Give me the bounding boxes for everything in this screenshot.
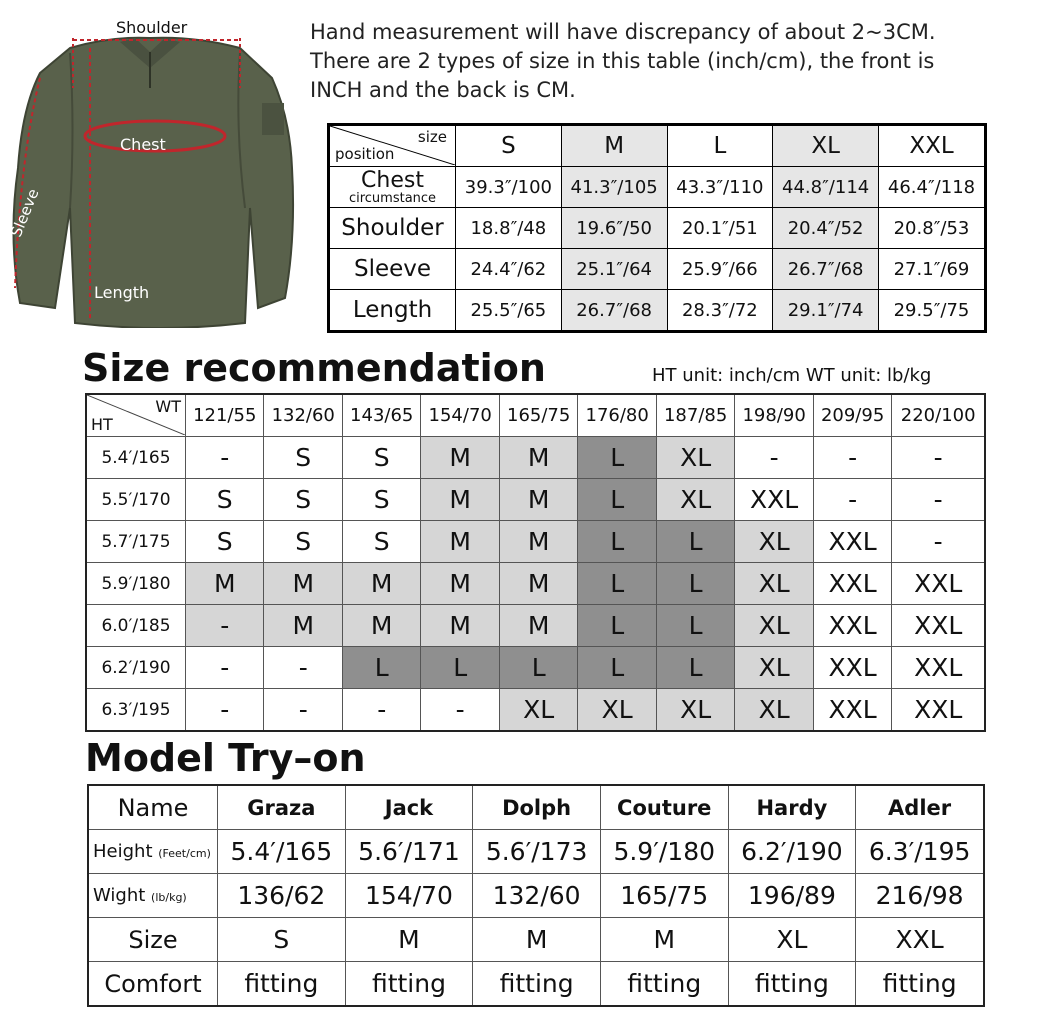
weight-header: 154/70 xyxy=(421,394,499,437)
recommended-size-cell: M xyxy=(499,437,577,479)
model-comfort: fitting xyxy=(345,962,473,1007)
measurement-row-chest xyxy=(329,167,986,208)
model-tryon-table xyxy=(87,784,985,1007)
recommended-size-cell: M xyxy=(499,605,577,647)
model-size: S xyxy=(218,918,346,962)
recommended-size-cell: - xyxy=(264,647,342,689)
weight-header: 121/55 xyxy=(186,394,264,437)
height-label: 6.0′/185 xyxy=(86,605,186,647)
recommended-size-cell: - xyxy=(186,605,264,647)
weight-unit: (lb/kg) xyxy=(151,891,187,904)
measurement-cell: 27.1″/69 xyxy=(879,249,986,290)
measurement-cell: 26.7″/68 xyxy=(561,290,667,332)
recommended-size-cell: S xyxy=(186,521,264,563)
model-size: M xyxy=(600,918,728,962)
row-label-sleeve: Sleeve xyxy=(329,249,456,290)
weight-label-text: Wight xyxy=(93,885,146,906)
recommended-size-cell: XL xyxy=(735,647,813,689)
size-header-xxl: XXL xyxy=(879,125,986,167)
model-size: XL xyxy=(728,918,856,962)
recommendation-corner-cell xyxy=(86,394,186,437)
measurement-cell: 20.4″/52 xyxy=(773,208,879,249)
recommended-size-cell: M xyxy=(499,479,577,521)
measurement-cell: 44.8″/114 xyxy=(773,167,879,208)
weight-header: 209/95 xyxy=(813,394,891,437)
model-comfort: fitting xyxy=(856,962,984,1007)
measurement-cell: 46.4″/118 xyxy=(879,167,986,208)
shoulder-label: Shoulder xyxy=(116,18,188,37)
model-weight: 196/89 xyxy=(728,874,856,918)
weight-header: 143/65 xyxy=(342,394,420,437)
row-label-length: Length xyxy=(329,290,456,332)
model-weight: 136/62 xyxy=(218,874,346,918)
model-height: 5.6′/171 xyxy=(345,830,473,874)
recommended-size-cell: M xyxy=(421,437,499,479)
recommended-size-cell: M xyxy=(264,605,342,647)
recommendation-row xyxy=(86,605,985,647)
recommended-size-cell: L xyxy=(421,647,499,689)
recommended-size-cell: M xyxy=(499,563,577,605)
sleeve-label: Sleeve xyxy=(7,186,43,240)
recommended-size-cell: XXL xyxy=(892,647,985,689)
model-size: M xyxy=(473,918,601,962)
model-tryon-title: Model Try–on xyxy=(85,736,366,780)
model-height: 5.9′/180 xyxy=(600,830,728,874)
height-label: 6.2′/190 xyxy=(86,647,186,689)
recommended-size-cell: XXL xyxy=(892,605,985,647)
recommended-size-cell: L xyxy=(578,563,656,605)
corner-position-label: position xyxy=(335,145,395,163)
height-label-text: Height xyxy=(93,841,153,862)
measurement-row-shoulder xyxy=(329,208,986,249)
unit-note: HT unit: inch/cm WT unit: lb/kg xyxy=(652,365,932,386)
size-header-m: M xyxy=(561,125,667,167)
recommended-size-cell: - xyxy=(186,647,264,689)
recommended-size-cell: XXL xyxy=(813,521,891,563)
shirt-body xyxy=(13,38,293,328)
size-recommendation-table xyxy=(85,393,986,732)
note-line-2: There are 2 types of size in this table (inch/cm), the front is xyxy=(310,49,935,73)
recommended-size-cell: L xyxy=(578,437,656,479)
measurement-cell: 20.1″/51 xyxy=(667,208,773,249)
corner-size-label: size xyxy=(417,128,447,146)
recommended-size-cell: L xyxy=(578,521,656,563)
model-row-comfort xyxy=(88,962,984,1007)
model-row-height xyxy=(88,830,984,874)
size-header-s: S xyxy=(456,125,562,167)
height-label: 5.7′/175 xyxy=(86,521,186,563)
height-row-label xyxy=(88,830,218,874)
model-size: XXL xyxy=(856,918,984,962)
measurement-cell: 29.1″/74 xyxy=(773,290,879,332)
measurement-header-row xyxy=(329,125,986,167)
recommended-size-cell: L xyxy=(656,647,734,689)
chest-label-main: Chest xyxy=(361,167,424,193)
recommended-size-cell: M xyxy=(421,563,499,605)
measurement-cell: 24.4″/62 xyxy=(456,249,562,290)
measurement-cell: 39.3″/100 xyxy=(456,167,562,208)
model-comfort: fitting xyxy=(473,962,601,1007)
recommended-size-cell: S xyxy=(186,479,264,521)
recommendation-row xyxy=(86,479,985,521)
recommended-size-cell: M xyxy=(421,479,499,521)
recommended-size-cell: XL xyxy=(735,605,813,647)
name-row-label: Name xyxy=(88,785,218,830)
recommended-size-cell: S xyxy=(264,521,342,563)
measurement-cell: 28.3″/72 xyxy=(667,290,773,332)
row-label-shoulder: Shoulder xyxy=(329,208,456,249)
recommendation-row xyxy=(86,437,985,479)
recommended-size-cell: M xyxy=(264,563,342,605)
recommended-size-cell: XXL xyxy=(892,563,985,605)
model-weight: 132/60 xyxy=(473,874,601,918)
recommended-size-cell: - xyxy=(342,689,420,732)
recommended-size-cell: XXL xyxy=(813,689,891,732)
measurement-cell: 25.9″/66 xyxy=(667,249,773,290)
recommended-size-cell: - xyxy=(892,479,985,521)
model-weight: 216/98 xyxy=(856,874,984,918)
measurement-cell: 19.6″/50 xyxy=(561,208,667,249)
model-name: Dolph xyxy=(473,785,601,830)
weight-header: 187/85 xyxy=(656,394,734,437)
size-row-label: Size xyxy=(88,918,218,962)
model-name: Jack xyxy=(345,785,473,830)
measurement-cell: 43.3″/110 xyxy=(667,167,773,208)
weight-header: 220/100 xyxy=(892,394,985,437)
weight-header: 165/75 xyxy=(499,394,577,437)
recommended-size-cell: - xyxy=(421,689,499,732)
recommended-size-cell: M xyxy=(186,563,264,605)
recommended-size-cell: XXL xyxy=(813,563,891,605)
model-row-weight xyxy=(88,874,984,918)
recommended-size-cell: L xyxy=(578,605,656,647)
recommended-size-cell: XL xyxy=(735,521,813,563)
model-comfort: fitting xyxy=(728,962,856,1007)
model-row-name xyxy=(88,785,984,830)
note-line-1: Hand measurement will have discrepancy of about 2~3CM. xyxy=(310,20,936,44)
recommended-size-cell: - xyxy=(735,437,813,479)
size-header-l: L xyxy=(667,125,773,167)
height-label: 5.5′/170 xyxy=(86,479,186,521)
recommended-size-cell: XXL xyxy=(813,605,891,647)
recommended-size-cell: - xyxy=(813,437,891,479)
recommended-size-cell: L xyxy=(578,647,656,689)
recommended-size-cell: XL xyxy=(656,437,734,479)
measurement-cell: 25.5″/65 xyxy=(456,290,562,332)
model-name: Adler xyxy=(856,785,984,830)
recommended-size-cell: XXL xyxy=(735,479,813,521)
recommended-size-cell: XL xyxy=(735,563,813,605)
model-name: Couture xyxy=(600,785,728,830)
recommendation-row xyxy=(86,521,985,563)
note-line-3: INCH and the back is CM. xyxy=(310,78,576,102)
measurement-note xyxy=(310,18,1030,105)
model-height: 6.2′/190 xyxy=(728,830,856,874)
recommended-size-cell: M xyxy=(499,521,577,563)
recommended-size-cell: - xyxy=(892,437,985,479)
recommendation-header-row xyxy=(86,394,985,437)
measurement-corner-cell xyxy=(329,125,456,167)
recommended-size-cell: - xyxy=(186,689,264,732)
recommended-size-cell: L xyxy=(656,605,734,647)
measurement-cell: 20.8″/53 xyxy=(879,208,986,249)
recommended-size-cell: XL xyxy=(656,479,734,521)
model-comfort: fitting xyxy=(600,962,728,1007)
length-label: Length xyxy=(94,283,150,302)
recommended-size-cell: L xyxy=(656,563,734,605)
measurement-row-length xyxy=(329,290,986,332)
recommended-size-cell: L xyxy=(499,647,577,689)
recommended-size-cell: XL xyxy=(499,689,577,732)
recommended-size-cell: M xyxy=(421,605,499,647)
model-name: Graza xyxy=(218,785,346,830)
recommended-size-cell: - xyxy=(186,437,264,479)
model-row-size xyxy=(88,918,984,962)
recommended-size-cell: - xyxy=(264,689,342,732)
recommended-size-cell: XL xyxy=(656,689,734,732)
measurement-cell: 18.8″/48 xyxy=(456,208,562,249)
recommended-size-cell: S xyxy=(264,437,342,479)
size-header-xl: XL xyxy=(773,125,879,167)
recommended-size-cell: M xyxy=(342,563,420,605)
measurement-cell: 25.1″/64 xyxy=(561,249,667,290)
model-height: 5.4′/165 xyxy=(218,830,346,874)
measurement-cell: 26.7″/68 xyxy=(773,249,879,290)
model-comfort: fitting xyxy=(218,962,346,1007)
weight-row-label xyxy=(88,874,218,918)
weight-header: 198/90 xyxy=(735,394,813,437)
model-weight: 154/70 xyxy=(345,874,473,918)
corner-wt-label: WT xyxy=(155,397,181,416)
recommended-size-cell: - xyxy=(892,521,985,563)
measurement-cell: 41.3″/105 xyxy=(561,167,667,208)
recommended-size-cell: L xyxy=(656,521,734,563)
recommended-size-cell: - xyxy=(813,479,891,521)
height-unit: (Feet/cm) xyxy=(158,847,211,860)
chest-label-sub: circumstance xyxy=(348,190,437,206)
recommended-size-cell: XL xyxy=(578,689,656,732)
comfort-row-label: Comfort xyxy=(88,962,218,1007)
measurement-cell: 29.5″/75 xyxy=(879,290,986,332)
recommendation-row xyxy=(86,563,985,605)
recommended-size-cell: XL xyxy=(735,689,813,732)
recommended-size-cell: XXL xyxy=(892,689,985,732)
recommended-size-cell: M xyxy=(421,521,499,563)
recommended-size-cell: L xyxy=(342,647,420,689)
model-height: 6.3′/195 xyxy=(856,830,984,874)
recommended-size-cell: S xyxy=(342,437,420,479)
recommended-size-cell: L xyxy=(578,479,656,521)
measurement-table xyxy=(327,123,987,333)
height-label: 5.4′/165 xyxy=(86,437,186,479)
weight-header: 176/80 xyxy=(578,394,656,437)
recommended-size-cell: S xyxy=(264,479,342,521)
model-size: M xyxy=(345,918,473,962)
size-recommendation-title: Size recommendation xyxy=(82,346,546,390)
recommended-size-cell: S xyxy=(342,521,420,563)
row-label-chest xyxy=(329,167,456,208)
recommendation-row xyxy=(86,647,985,689)
measurement-row-sleeve xyxy=(329,249,986,290)
weight-header: 132/60 xyxy=(264,394,342,437)
recommendation-row xyxy=(86,689,985,732)
height-label: 6.3′/195 xyxy=(86,689,186,732)
height-label: 5.9′/180 xyxy=(86,563,186,605)
model-name: Hardy xyxy=(728,785,856,830)
model-weight: 165/75 xyxy=(600,874,728,918)
model-height: 5.6′/173 xyxy=(473,830,601,874)
chest-label: Chest xyxy=(120,135,166,154)
shirt-illustration xyxy=(0,8,305,328)
recommended-size-cell: XXL xyxy=(813,647,891,689)
recommended-size-cell: M xyxy=(342,605,420,647)
corner-ht-label: HT xyxy=(91,415,113,434)
recommended-size-cell: S xyxy=(342,479,420,521)
